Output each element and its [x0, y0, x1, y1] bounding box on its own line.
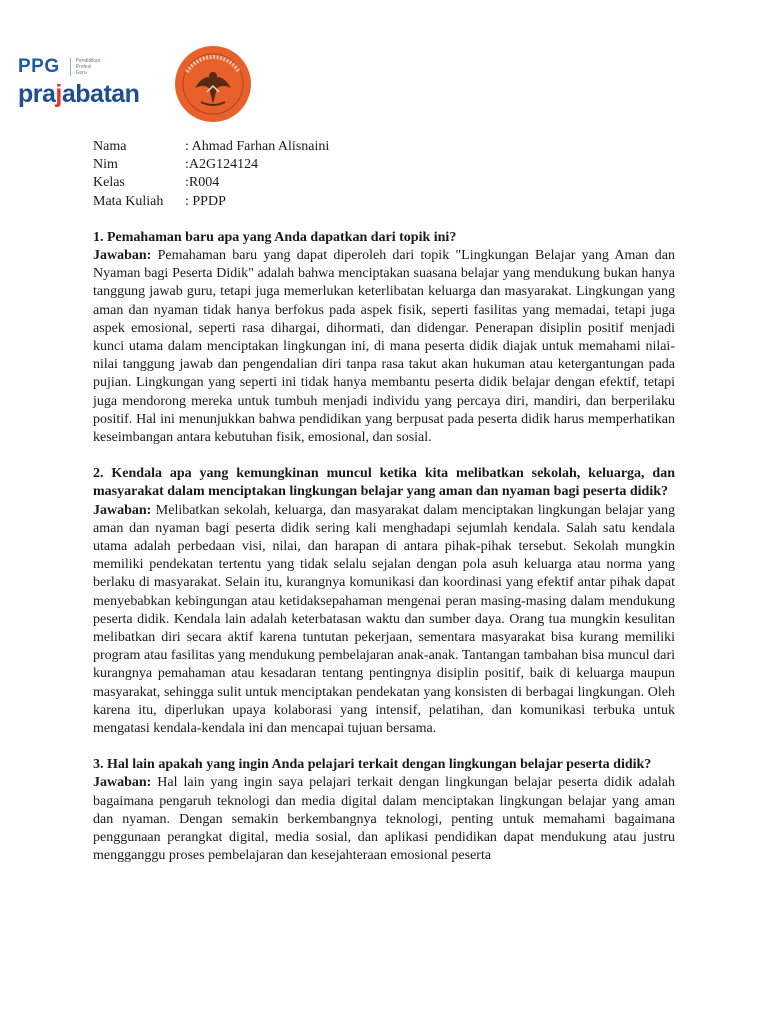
- info-label: Mata Kuliah: [93, 193, 164, 209]
- header: [18, 44, 298, 124]
- answer-paragraph: [93, 774, 675, 865]
- answer-label: Jawaban:: [93, 502, 152, 518]
- question-heading: 1. Pemahaman baru apa yang Anda dapatkan dari topik ini?: [93, 229, 457, 245]
- question-section-3: [93, 756, 675, 865]
- question-heading: 3. Hal lain apakah yang ingin Anda pelajari terkait dengan lingkungan belajar peserta didik?: [93, 757, 652, 773]
- ppg-sub-line: Guru: [75, 70, 87, 76]
- student-info: [93, 138, 675, 211]
- answer-paragraph: [93, 247, 675, 447]
- info-row: [93, 156, 675, 174]
- answer-label: Jawaban:: [93, 247, 152, 263]
- info-label: Nama: [93, 139, 127, 154]
- question-section-2: [93, 465, 675, 738]
- answer-text: Melibatkan sekolah, keluarga, dan masyarakat dalam menciptakan lingkungan belajar yang aman dan nyaman bagi peserta didik sering kali menghadapi sejumlah kendala. Salah satu kendala utama adalah perbedaan visi, nilai, dan harapan di antara pihak-pihak tersebut. Sekolah mungkin memiliki pendekatan tertentu yang tidak selalu sejalan dengan pola asuh keluarga atau norma yang berlaku di masyarakat. Selain itu, kurangnya komunikasi dan koordinasi yang efektif antar pihak dapat menyebabkan kebingungan atau ketidaksepahaman mengenai peran masing-masing dalam mendukung peserta didik. Kendala lain adalah keterbatasan waktu dan sumber daya. Orang tua mungkin kesulitan melibatkan diri secara aktif karena tuntutan pekerjaan, sementara masyarakat bisa kurang memiliki program atau fasilitas yang mendukung pembelajaran anak-anak. Tantangan tambahan bisa muncul dari kurangnya pemahaman atau kesadaran tentang pentingnya disiplin positif, baik di keluarga maupun masyarakat, sehingga sulit untuk menciptakan pendekatan yang konsisten di berbagai lingkungan. Oleh karena itu, diperlukan upaya kolaborasi yang intensif, pelatihan, dan komunikasi terbuka untuk mengatasi kendala-kendala ini dan mencapai tujuan bersama.: [93, 502, 675, 737]
- info-row: [93, 174, 675, 192]
- ppg-wordmark: PPG: [18, 56, 60, 77]
- info-label: Kelas: [93, 175, 125, 191]
- info-row: [93, 138, 675, 156]
- ppg-sub-line: Pendidikan: [75, 58, 101, 64]
- prajabatan-wordmark: prajabatan: [18, 80, 140, 108]
- document-body: [93, 138, 675, 865]
- answer-paragraph: [93, 502, 675, 739]
- info-value: :A2G124124: [185, 157, 259, 173]
- answer-label: Jawaban:: [93, 775, 152, 791]
- info-label: Nim: [93, 157, 118, 173]
- question-heading: 2. Kendala apa yang kemungkinan muncul ketika kita melibatkan sekolah, keluarga, dan masyarakat dalam menciptakan lingkungan belajar yang aman dan nyaman bagi peserta didik?: [93, 466, 675, 500]
- answer-text: Pemahaman baru yang dapat diperoleh dari topik "Lingkungan Belajar yang Aman dan Nyaman bagi Peserta Didik" adalah bahwa menciptakan suasana belajar yang mendukung bukan hanya tanggung jawab guru, tetapi juga memerlukan keterlibatan keluarga dan masyarakat. Lingkungan yang aman dan nyaman tidak hanya berfokus pada aspek fisik, seperti fasilitas yang memadai, tetapi juga aspek emosional, seperti rasa dihargai, dihormati, dan didengar. Penerapan disiplin positif menjadi kunci utama dalam menciptakan lingkungan ini, di mana peserta didik diajak untuk memahami nilai-nilai tanggung jawab dan pengendalian diri tanpa rasa takut akan hukuman atau ketergantungan pada pujian. Lingkungan yang seperti ini tidak hanya membantu peserta didik belajar dengan efektif, tetapi juga mendorong mereka untuk tumbuh menjadi individu yang percaya diri, mandiri, dan berperilaku positif. Hal ini menunjukkan bahwa pendidikan yang berpusat pada peserta didik harus memperhatikan keseimbangan antara kebutuhan fisik, emosional, dan sosial.: [93, 247, 675, 445]
- ppg-subtitle: [76, 58, 116, 76]
- answer-text: Hal lain yang ingin saya pelajari terkait dengan lingkungan belajar peserta didik adalah bagaimana pengaruh teknologi dan media digital dalam menciptakan lingkungan belajar yang aman dan nyaman. Dengan semakin berkembangnya teknologi, penting untuk memahami bagaimana penggunaan perangkat digital, media sosial, dan aplikasi pendidikan dapat mendukung atau justru mengganggu proses pembelajaran dan kesejahteraan emosional peserta: [93, 775, 675, 864]
- info-value: : Ahmad Farhan Alisnaini: [185, 139, 330, 154]
- info-row: [93, 193, 675, 211]
- ppg-sub-line: Profesi: [75, 64, 92, 70]
- info-value: : PPDP: [185, 193, 226, 209]
- info-value: :R004: [185, 175, 220, 191]
- university-seal-icon: [173, 44, 253, 124]
- ppg-prajabatan-logo: [18, 56, 158, 106]
- logo-divider: [70, 58, 71, 76]
- question-section-1: [93, 229, 675, 447]
